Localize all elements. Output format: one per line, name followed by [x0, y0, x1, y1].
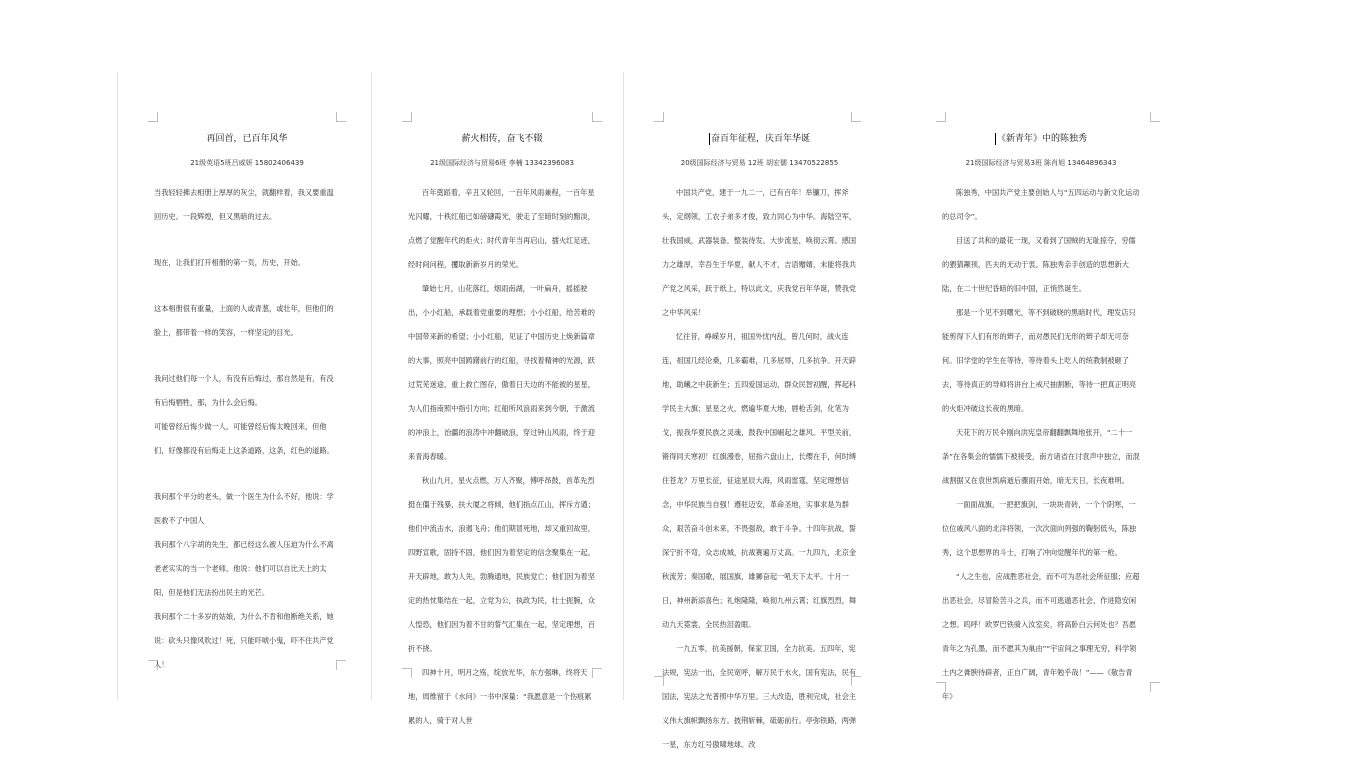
paragraph: 现在，让我们打开相册的第一页，历史，开始。: [154, 258, 305, 267]
page-content[interactable]: [408, 132, 596, 733]
paragraph: 一九五零，抗美援朝，保家卫国，全力抗美。五四年，宪法规，宪法一出，全民宽呼，解万民于水火，国有宪法，民有国法，宪法之光普照中华万里。三大改造，胜利完成，社会主义伟大旗帜飘扬东方。披荆斩棘，砥砺前行。亭弥铁路，两弹一星，东方红号傲啸地球。改: [662, 644, 857, 749]
page-content[interactable]: [154, 132, 340, 677]
margin-corner-mark: [851, 112, 861, 122]
paragraph: 可能曾经后悔少做一人，可能曾经后悔太晚回来，但他们，好像都没有后悔走上这条道路，这条，红色的道路。: [154, 422, 334, 455]
paragraph: 陈独秀，中国共产党主要创始人与“五四运动与新文化运动的总司令”。: [942, 188, 1140, 221]
essay-title: 再回首，已百年风华: [206, 134, 288, 144]
paragraph: 我问那个八字胡的先生，都已经这么被人压迫为什么不离老老实实的当一个老师，他说：他们可以自比天上的太阳，但是他们无法扮出民主的光芒。: [154, 540, 334, 597]
document-page-3: [623, 72, 885, 749]
paragraph: 忆往昔，峥嵘岁月，祖国外忧内乱，曾几何时，战火连连，祖国几经沦桑，几多霸难，几多屈辱，几多抗争。开天辟地，助曦之中获新生；五四爱国运动，群众民智初醒，挥起科学民主大旗；星星之火，燃遍华夏大地，唇枪舌剑，化笔为戈，振我华夏民族之灵魂，鼓我中国崛起之雄风。平型关前，锵得同天寒初！红旗漫卷，屈指六盘山上，长缨在手，何时缚住苍龙？万里长征，征途星辰大海，风雨雷霆，坚定理想信念，中华民族当自强！遵驻迈安，革命圣地，实事求是为群众，艰苦奋斗创未来，不畏强敌，敢于斗争。十四年抗战，誓深宁折不弯，众志成城，抗战赛遍万丈高。一九四九，北京金秋流芳；奏国歌，展国旗，雄狮奋起一吼天下太平。十月一日，神州新添喜色；礼炮隆隆，唤彻九州云霄；红旗烈烈，舞动九天霓裳，全民热泪盈眶。: [662, 332, 857, 629]
margin-corner-mark: [936, 112, 946, 122]
margin-corner-mark: [1150, 682, 1160, 692]
essay-author: 21级国际经济与贸易6班 李楠 13342396083: [430, 159, 574, 167]
paragraph: 百年奠蹈着，辛丑又轮回，一百年风雨兼程，一百年星光闪耀，十秩红船已如磅礴霞光，驶走了至暗时刻的黯淡，点燃了觉醒年代的炬火；时代青年当再启山，擂火红足迹，经时间问程，攫取新新岁月的荣光。: [408, 188, 595, 269]
paragraph: 当我轻轻拂去相册上厚厚的灰尘，就翻样着，我又要重温回历史。一段辉煌，但又黑暗的过去。: [154, 188, 334, 221]
margin-corner-mark: [1150, 112, 1160, 122]
page-content[interactable]: [662, 132, 857, 757]
essay-author: 20级国际经济与贸易 12班 胡宏儒 13470522855: [680, 159, 839, 167]
essay-title: [942, 132, 1140, 146]
paragraph: “人之生也，应战胜恶社会，而不可为恶社会所征服；应超出恶社会，尽冒险苦斗之兵，而不可逃遁恶社会，作进隐安闲之想。呜呼！欧罗巴铁骑入汝室矣，将高卧白云何处也？吾愿青年之为孔墨，而不愿其为巢由”“宇宙间之事理无穷，科学领土内之膏腴待辟者，正自广阔，青年勉乎哉！”——《敬告青年》: [942, 572, 1140, 701]
essay-author: 21级英语5班吕威妍 15802406439: [190, 159, 304, 167]
paragraph: 天花下的万民伞刚向洪宪皇帝翻翻飘舞地张开，“二十一条”在各集会的懦懦下被接受，南方诸省在讨袁声中独立，而混战割据又在袁世凯病逝后骤雨开始，暗无天日，长夜难明。: [942, 428, 1140, 485]
essay-title-text: 奋百年征程，庆百年华诞: [710, 134, 810, 144]
blank-line: [154, 229, 340, 251]
margin-corner-mark: [592, 112, 602, 122]
margin-corner-mark: [148, 112, 158, 122]
document-page-2: [371, 72, 622, 725]
essay-title-text: 《新青年》中的陈独秀: [996, 134, 1087, 144]
paragraph: 我问过他们每一个人，有没有后悔过，那自然是有，有没有后悔牺牲，那，为什么会后悔。: [154, 374, 334, 407]
paragraph: 一面面战旗，一把把旗剑，一块块青砖，一个个阴寒，一位位戚风八面的北洋将领，一次次面向列强的鞠躬低头，陈独秀，这个思想界的斗士，打响了冲向觉醒年代的第一枪。: [942, 500, 1137, 557]
page-content[interactable]: [942, 132, 1140, 709]
paragraph: 我问那个二十多岁的姑娘，为什么不肯和他断绝关系，她说：砍头只像风吹过！死，只能吓唬小鬼，吓不住共产党人！: [154, 612, 334, 669]
document-page-1: [117, 72, 370, 700]
paragraph: 那是一个见不到曙光，等不到破晓的黑暗时代，理发店只能剪得下人们有形的辫子，而对愚民们无形的辫子却无可奈何。旧学堂的学生在等待，等待着头上吃人的统教制被砸了去，等待真正的导师将讲台上戒尺抽割断，等待一把真正明亮的火炬冲破这长夜的黑暗。: [942, 308, 1137, 413]
paragraph: 目送了共和的最花一现，又看到了国贼的无耻掠夺，穷儒的猥猜颟顸，匹夫的无动于衷。陈独秀亲手创造的思想新大陆，在二十世纪昏暗的旧中国，正悄然诞生。: [942, 236, 1136, 293]
blank-line: [154, 275, 340, 297]
text-cursor: [995, 133, 996, 145]
paragraph: 秋山九月，星火点燃，万人齐聚，傅呼昂鼓，首革先烈挺在僵于残暴，扶大厦之将倾，他们指点江山，挥斥方遒；他们中流击水，浪遏飞舟；他们期冒死地，却又重回故里，四野宣歌，固持不固，他们因为着坚定的信念聚集在一起，开天辟地，敢为人先，勃腾通地，民族觉亡；他们因为着坚定的热忱集结在一起，立党为公，执政为民，壮士扼腕，众人惶恐，他们因为着不甘的誓气汇集在一起，坚定理想，百折不挠。: [408, 476, 595, 653]
paragraph: 我问那个平分的老头，做一个医生为什么不好，他说：学医救不了中国人: [154, 492, 334, 525]
paragraph: 四神十月，明月之殇，绽放光华，东方强琳，终将天地，周维留于《水问》一书中深量：“我愿意是一个伤痕累累的人，骑于对人世: [408, 668, 592, 725]
paragraph: 中国共产党，建于一九二一，已有百年！举镰刀，挥斧头，定纲领，工农子弟多才俊，致力同心为中华。海陆空军，壮我国威，武器装备，整装待发。大步流星，唤彻云霄。感国力之雄厚，幸吾生于华夏，献人不才，吉语赠婿，未能将我共产党之风采，跃于纸上，特以此文，庆我党百年华诞，赞我党之中华风采！: [662, 188, 857, 317]
blank-line: [154, 345, 340, 367]
paragraph: 肇始七月，山花落红，烟雨南湖，一叶扁舟，摇摇驶出，小小红船，承载着党重要的理想；小小红船，给苦难的中国带来新的希望；小小红船，见证了中国历史上焕新篇章的大事，照亮中国踌躇前行的红船，寻找着精神的光源，跃过荒芜迷途，重上救亡图存，傲着日天边的不能被的星星，为人们指南照中指引方向；红船所风浪雨来到今朝，于激流的冲浪上，治疆的浪涛中冲翻破浪，穿过钟山风雨，终于迎来青海春暖。: [408, 284, 595, 461]
text-cursor: [709, 133, 710, 145]
essay-title: 薪火相传，奋飞不辍: [461, 134, 543, 144]
paragraph: 这本相册很有重量，上面的人或青葱，或壮年，但他们的脸上，都带着一样的笑容，一样坚定的目光。: [154, 304, 334, 337]
blank-line: [154, 463, 340, 485]
margin-corner-mark: [402, 112, 412, 122]
margin-corner-mark: [654, 112, 664, 122]
essay-author: 21级国际经济与贸易3班 陈肖旭 13464896343: [965, 159, 1117, 167]
margin-corner-mark: [336, 112, 346, 122]
essay-title: [662, 132, 857, 146]
document-page-4: [906, 72, 1164, 700]
